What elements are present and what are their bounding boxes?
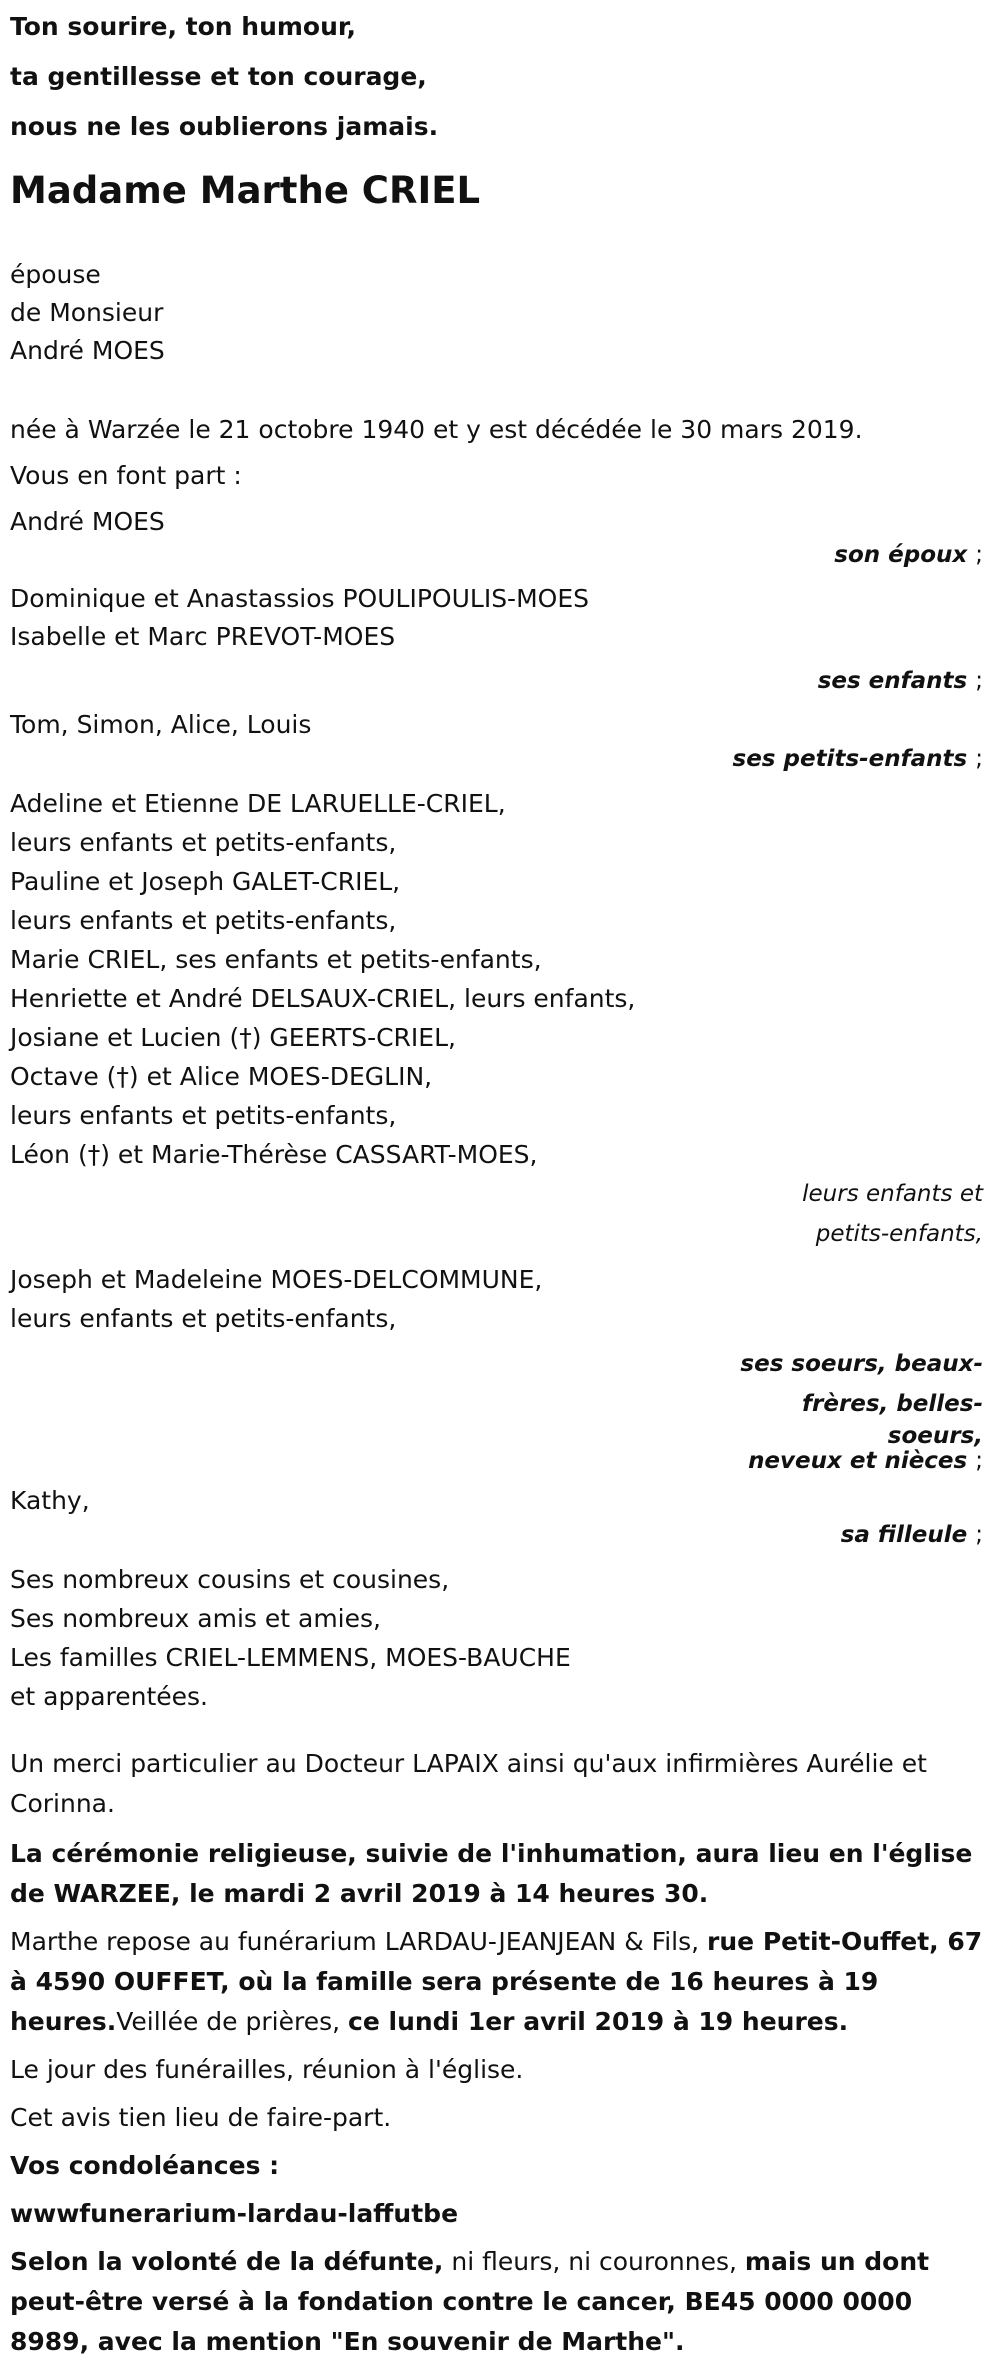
spouse-line-1: épouse	[10, 260, 101, 289]
siblings-line-1: Adeline et Etienne DE LARUELLE-CRIEL,	[10, 789, 506, 818]
children-line-1: Dominique et Anastassios POULIPOULIS-MOES	[10, 584, 589, 613]
siblings-line-5: Marie CRIEL, ses enfants et petits-enfants,	[10, 945, 542, 974]
siblings-line-4: leurs enfants et petits-enfants,	[10, 906, 397, 935]
siblings-line-11: Joseph et Madeleine MOES-DELCOMMUNE,	[10, 1265, 543, 1294]
grandchildren-role: ses petits-enfants ;	[732, 746, 983, 772]
condolences-label: Vos condoléances :	[10, 2151, 280, 2180]
others-line-2: Ses nombreux amis et amies,	[10, 1604, 381, 1633]
notice-paragraph: Cet avis tien lieu de faire-part.	[10, 2103, 392, 2132]
ceremony-paragraph: La cérémonie religieuse, suivie de l'inhumation, aura lieu en l'église de WARZEE, le mardi 2 avril 2019 à 14 heures 30.	[10, 1839, 973, 1908]
goddaughter-line: Kathy,	[10, 1486, 90, 1515]
deceased-name: Madame Marthe CRIEL	[10, 169, 481, 212]
siblings-role: ses soeurs, beaux- frères, belles- soeurs, neveux et nièces ;	[740, 1351, 983, 1474]
siblings-line-10: Léon (†) et Marie-Thérèse CASSART-MOES,	[10, 1140, 538, 1169]
intro-verse	[10, 0, 985, 152]
goddaughter-role: sa filleule ;	[840, 1522, 983, 1548]
siblings-line-9: leurs enfants et petits-enfants,	[10, 1101, 397, 1130]
condolences-site[interactable]: wwwfunerarium-lardau-laffutbe	[10, 2199, 459, 2228]
siblings-line-6: Henriette et André DELSAUX-CRIEL, leurs enfants,	[10, 984, 636, 1013]
others-line-1: Ses nombreux cousins et cousines,	[10, 1565, 450, 1594]
thanks-paragraph: Un merci particulier au Docteur LAPAIX ainsi qu'aux infirmières Aurélie et Corinna.	[10, 1749, 927, 1818]
intro-line-3: nous ne les oublierons jamais.	[10, 112, 439, 141]
children-line-2: Isabelle et Marc PREVOT-MOES	[10, 622, 396, 651]
spouse-name: André MOES	[10, 507, 165, 536]
intro-line-1: Ton sourire, ton humour,	[10, 12, 357, 41]
meeting-paragraph: Le jour des funérailles, réunion à l'église.	[10, 2055, 524, 2084]
siblings-sub-line-1: leurs enfants et	[802, 1181, 983, 1207]
wish-paragraph: Selon la volonté de la défunte, ni fleurs, ni couronnes, mais un dont peut-être versé à la fondation contre le cancer, BE45 0000 0000 8989, avec la mention "En souvenir de Marthe".	[10, 2247, 930, 2356]
others-line-3: Les familles CRIEL-LEMMENS, MOES-BAUCHE	[10, 1643, 571, 1672]
obituary-notice	[10, 0, 985, 2362]
siblings-line-8: Octave (†) et Alice MOES-DEGLIN,	[10, 1062, 433, 1091]
grandchildren-line: Tom, Simon, Alice, Louis	[10, 710, 312, 739]
siblings-line-3: Pauline et Joseph GALET-CRIEL,	[10, 867, 401, 896]
rest-paragraph: Marthe repose au funérarium LARDAU-JEANJEAN & Fils, rue Petit-Ouffet, 67 à 4590 OUFFET, où la famille sera présente de 16 heures à 19 heures.Veillée de prières, ce lundi 1er avril 2019 à 19 heures.	[10, 1927, 983, 2036]
announcement-intro: Vous en font part :	[10, 461, 242, 490]
siblings-sub-line-2: petits-enfants,	[815, 1221, 983, 1247]
siblings-line-7: Josiane et Lucien (†) GEERTS-CRIEL,	[10, 1023, 456, 1052]
siblings-line-2: leurs enfants et petits-enfants,	[10, 828, 397, 857]
spouse-line-2: de Monsieur	[10, 298, 164, 327]
intro-line-2: ta gentillesse et ton courage,	[10, 62, 427, 91]
siblings-line-12: leurs enfants et petits-enfants,	[10, 1304, 397, 1333]
spouse-line-3: André MOES	[10, 336, 165, 365]
spouse-role: son époux ;	[834, 542, 983, 568]
children-role: ses enfants ;	[817, 668, 983, 694]
birth-death-line: née à Warzée le 21 octobre 1940 et y est décédée le 30 mars 2019.	[10, 415, 863, 444]
others-line-4: et apparentées.	[10, 1682, 208, 1711]
